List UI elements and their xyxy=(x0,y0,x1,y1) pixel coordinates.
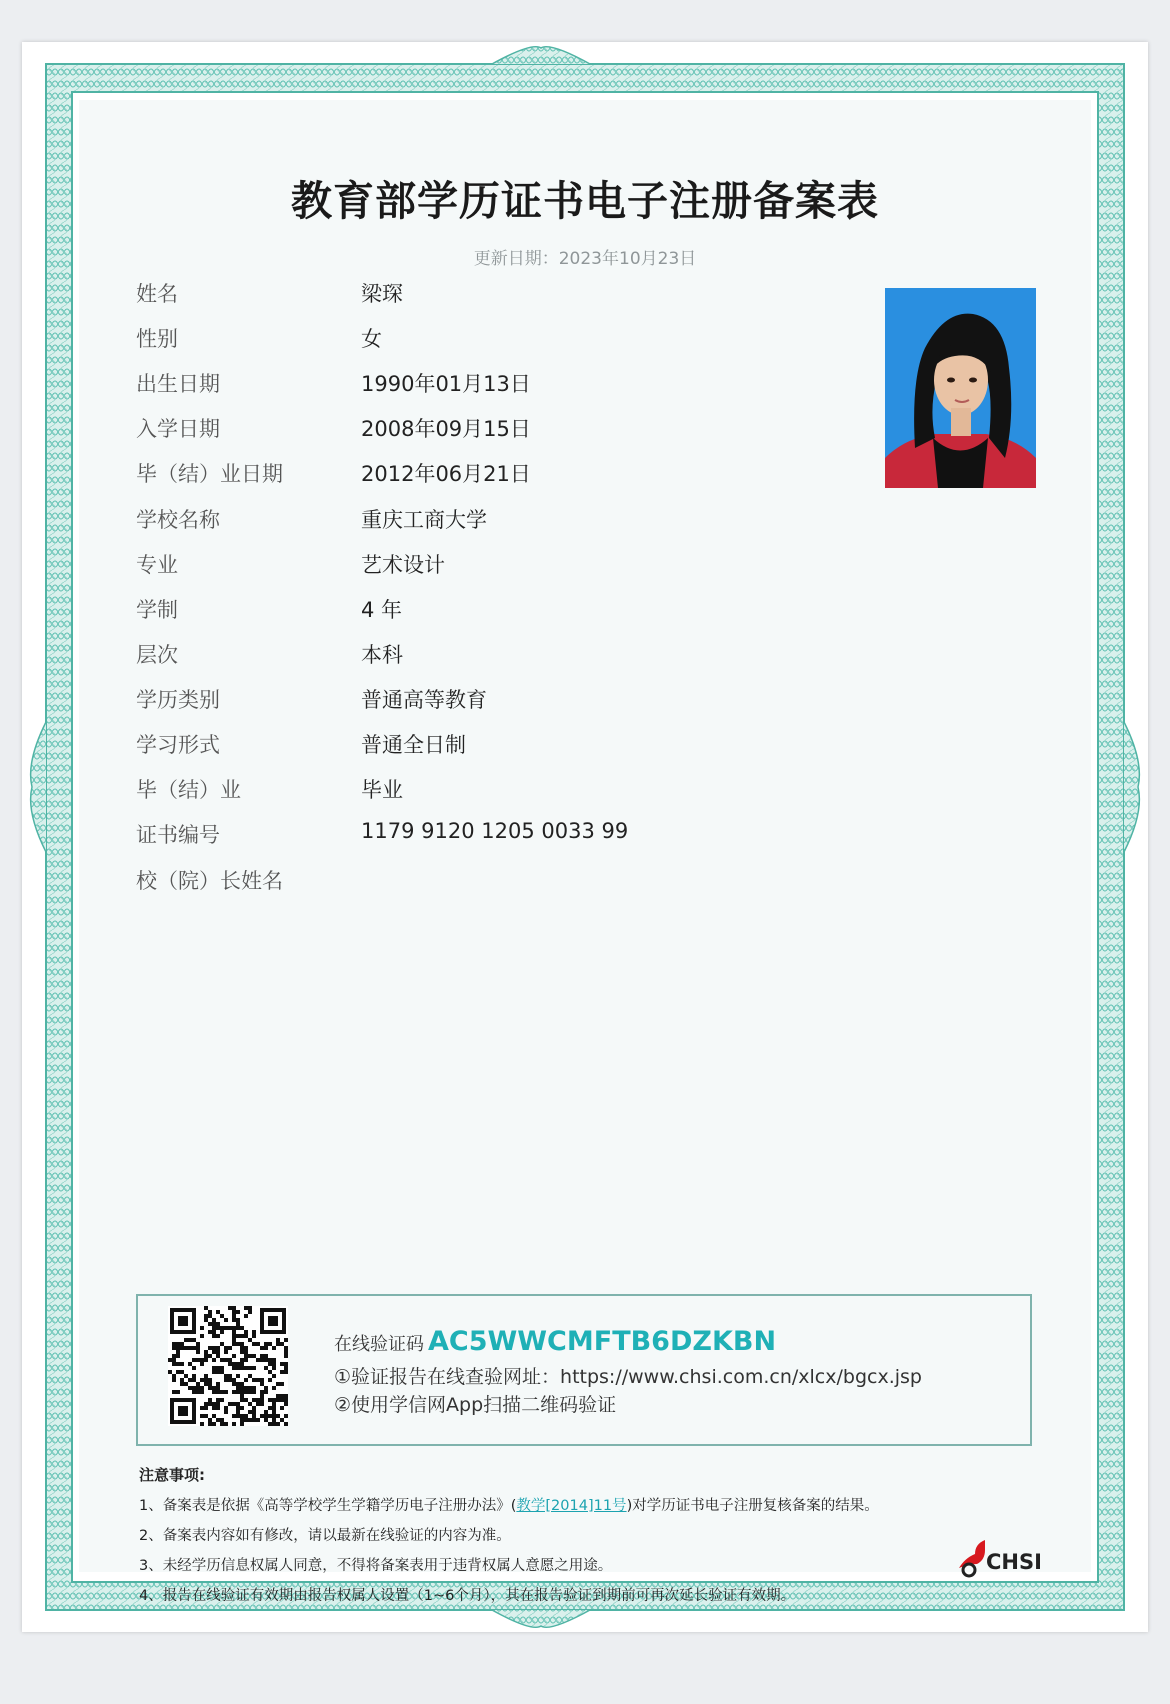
field-label: 毕（结）业 xyxy=(136,778,241,802)
field-label: 入学日期 xyxy=(136,417,220,441)
field-label: 学制 xyxy=(136,598,178,622)
field-value: 毕业 xyxy=(361,778,403,802)
note-text: )对学历证书电子注册复核备案的结果。 xyxy=(626,1498,879,1514)
field-label: 出生日期 xyxy=(136,372,220,396)
field-value: 梁琛 xyxy=(361,282,403,306)
verify-code: AC5WWCMFTB6DZKBN xyxy=(428,1326,777,1357)
notes-title: 注意事项: xyxy=(139,1466,205,1484)
id-photo xyxy=(885,288,1036,488)
note-item: 2、备案表内容如有修改，请以最新在线验证的内容为准。 xyxy=(139,1528,511,1544)
field-value: 1990年01月13日 xyxy=(361,372,531,396)
page-title: 教育部学历证书电子注册备案表 xyxy=(291,177,879,225)
record-sheet xyxy=(22,42,1148,1632)
field-label: 学历类别 xyxy=(136,688,220,712)
field-value: 艺术设计 xyxy=(361,553,445,577)
note-item: 4、报告在线验证有效期由报告权属人设置（1~6个月），其在报告验证到期前可再次延长验证有效期。 xyxy=(139,1588,796,1604)
field-label: 学习形式 xyxy=(136,733,220,757)
update-date: 2023年10月23日 xyxy=(558,249,697,269)
record-content xyxy=(79,100,1091,1604)
verify-app-line: ②使用学信网App扫描二维码验证 xyxy=(334,1394,617,1416)
field-value: 普通全日制 xyxy=(361,733,466,757)
field-label: 学校名称 xyxy=(136,508,220,532)
field-value: 2012年06月21日 xyxy=(361,462,531,486)
field-label: 姓名 xyxy=(136,282,178,306)
note-text: 1、备案表是依据《高等学校学生学籍学历电子注册办法》( xyxy=(139,1498,517,1514)
field-value: 1179 9120 1205 0033 99 xyxy=(361,819,629,843)
update-label: 更新日期： xyxy=(473,249,559,269)
notes-section xyxy=(139,1464,879,1614)
update-date-line xyxy=(79,244,1091,269)
field-value: 本科 xyxy=(361,643,403,667)
chsi-logo-text: CHSI xyxy=(986,1550,1042,1574)
verify-url-line: ①验证报告在线查验网址：https://www.chsi.com.cn/xlcx/bgcx.jsp xyxy=(334,1366,922,1388)
portrait-icon xyxy=(885,288,1036,488)
note-item xyxy=(139,1494,879,1515)
field-label: 毕（结）业日期 xyxy=(136,462,283,486)
field-label: 专业 xyxy=(136,553,178,577)
verification-box xyxy=(136,1294,1032,1446)
note-item: 3、未经学历信息权属人同意，不得将备案表用于违背权属人意愿之用途。 xyxy=(139,1558,613,1574)
field-label: 校（院）长姓名 xyxy=(136,869,283,893)
field-value: 2008年09月15日 xyxy=(361,417,531,441)
field-value: 重庆工商大学 xyxy=(361,508,487,532)
field-label: 证书编号 xyxy=(136,823,220,847)
verify-code-line xyxy=(334,1326,776,1357)
field-value: 女 xyxy=(361,327,382,351)
field-label: 层次 xyxy=(136,643,178,667)
field-label: 性别 xyxy=(136,327,178,351)
regulation-link[interactable]: 教学[2014]11号 xyxy=(516,1498,627,1514)
field-value: 4 年 xyxy=(361,598,403,622)
qr-code-icon[interactable] xyxy=(168,1306,288,1426)
verify-code-label: 在线验证码 xyxy=(334,1334,424,1355)
field-value: 普通高等教育 xyxy=(361,688,487,712)
